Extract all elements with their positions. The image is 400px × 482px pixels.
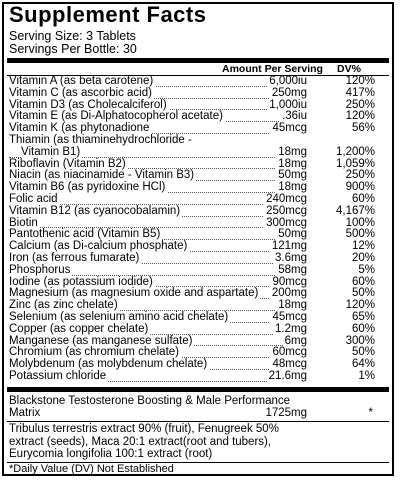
nutrient-name: Manganese (as manganese sulfate) — [9, 334, 193, 347]
matrix-block — [9, 395, 387, 419]
nutrient-dv: 120% — [345, 110, 375, 123]
nutrient-dv: 250% — [345, 169, 375, 182]
nutrient-name: Potassium chloride — [9, 370, 107, 382]
nutrient-name: Vitamin D3 (as Cholecalciferol) — [9, 98, 167, 111]
nutrient-row — [9, 371, 387, 383]
nutrient-name: Iron (as ferrous fumarate) — [9, 252, 140, 264]
nutrient-dv: 120% — [345, 299, 375, 312]
matrix-name-line1: Blackstone Testosterone Boosting & Male Performance — [9, 395, 291, 407]
nutrient-amount: 90mcg — [272, 275, 307, 288]
nutrient-name: Vitamin E (as Di-Alphatocopherol acetate) — [9, 110, 223, 123]
nutrient-amount: 121mg — [271, 240, 307, 253]
nutrient-row — [9, 88, 387, 100]
nutrient-amount: 18mg — [278, 181, 307, 194]
nutrient-name: Vitamin B1) — [21, 145, 81, 158]
nutrient-dv: 250% — [345, 98, 375, 111]
ingredients-line2: extract (seeds), Maca 20:1 extract(root and tubers), — [9, 435, 272, 448]
nutrient-amount: 50mg — [278, 228, 307, 241]
nutrient-dv: 60% — [351, 322, 375, 335]
nutrient-row — [9, 147, 387, 159]
nutrient-dv: 1,059% — [335, 157, 375, 170]
nutrient-dv: 1% — [358, 370, 375, 382]
nutrient-name: Zinc (as zinc chelate) — [9, 299, 118, 312]
nutrient-amount: 18mg — [278, 157, 307, 170]
nutrient-name: Iodine (as potassium iodide) — [9, 275, 153, 288]
nutrient-amount: 45mcg — [272, 122, 307, 135]
nutrient-amount: 21.6mg — [268, 370, 307, 382]
ingredients-block — [9, 423, 387, 461]
nutrient-row — [9, 206, 387, 218]
nutrient-amount: 200mg — [271, 287, 307, 300]
footnote: *Daily Value (DV) Not Established — [9, 463, 174, 475]
nutrient-dv: 5% — [358, 263, 375, 276]
panel-title: Supplement Facts — [9, 2, 207, 27]
nutrient-name: Vitamin B6 (as pyridoxine HCl) — [9, 181, 166, 194]
nutrient-name: Thiamin (as thiaminehydrochloride - — [9, 134, 192, 146]
nutrient-amount: 300mcg — [266, 216, 307, 229]
nutrient-dv: 50% — [351, 346, 375, 359]
nutrient-amount: 48mcg — [272, 358, 307, 371]
nutrient-amount: 250mg — [271, 86, 307, 99]
nutrient-amount: 240mcg — [266, 193, 307, 205]
nutrient-name: Riboflavin (Vitamin B2) — [9, 157, 126, 170]
nutrient-amount: 45mcg — [272, 311, 307, 323]
nutrient-amount: 6mg — [284, 334, 307, 347]
nutrient-amount: 1,000iu — [269, 98, 307, 111]
nutrient-row — [9, 182, 387, 194]
nutrient-name: Folic acid — [9, 193, 58, 205]
nutrient-amount: .36iu — [282, 110, 307, 123]
nutrient-name: Vitamin A (as beta carotene) — [9, 75, 154, 87]
nutrient-name: Selenium (as selenium amino acid chelate) — [9, 311, 229, 323]
nutrient-amount: 6,000iu — [269, 75, 307, 87]
nutrient-name: Calcium (as Di-calcium phosphate) — [9, 240, 188, 253]
ingredients-line1: Tribulus terrestris extract 90% (fruit), Fenugreek 50% — [9, 423, 279, 435]
nutrient-name: Phosphorus — [9, 263, 71, 276]
nutrient-row — [9, 324, 387, 336]
nutrient-dv: 500% — [345, 228, 375, 241]
matrix-thick-divider — [7, 387, 389, 392]
amount-per-serving-header: Amount Per Serving — [222, 63, 323, 75]
nutrient-dv: 60% — [351, 193, 375, 205]
nutrient-dv: 64% — [351, 358, 375, 371]
nutrient-name: Vitamin K (as phytonadione — [9, 122, 150, 135]
matrix-name-line2: Matrix — [9, 407, 41, 419]
nutrient-amount: 60mcg — [272, 346, 307, 359]
nutrient-dv: 100% — [345, 216, 375, 229]
nutrient-dv: 4,167% — [335, 204, 375, 217]
supplement-facts-panel — [2, 2, 394, 476]
nutrient-name: Pantothenic acid (Vitamin B5) — [9, 228, 161, 241]
top-thick-divider — [7, 58, 389, 63]
nutrient-dv: 50% — [351, 287, 375, 300]
nutrient-name: Molybdenum (as molybdenum chelate) — [9, 358, 208, 371]
ingredients-divider — [7, 421, 389, 422]
matrix-dv: * — [368, 407, 373, 419]
nutrient-amount: 3.6mg — [275, 252, 307, 264]
dv-header: DV% — [337, 63, 361, 75]
nutrient-dv: 900% — [345, 181, 375, 194]
nutrient-name: Chromium (as chromium chelate) — [9, 346, 179, 359]
nutrient-name: Copper (as copper chelate) — [9, 322, 149, 335]
nutrient-dv: 300% — [345, 334, 375, 347]
nutrient-dv: 1,200% — [335, 145, 375, 158]
nutrient-amount: 250mcg — [266, 204, 307, 217]
nutrient-dv: 60% — [351, 275, 375, 288]
ingredients-line3: Eurycomia longifolia 100:1 extract (root) — [9, 448, 213, 460]
nutrient-amount: 18mg — [278, 299, 307, 312]
nutrient-dv: 65% — [351, 311, 375, 323]
nutrient-dv: 56% — [351, 122, 375, 135]
nutrient-dv: 417% — [345, 86, 375, 99]
nutrient-dv: 12% — [351, 240, 375, 253]
nutrient-name: Vitamin B12 (as cyanocobalamin) — [9, 204, 181, 217]
servings-per-bottle: Servings Per Bottle: 30 — [9, 42, 137, 56]
nutrient-row — [9, 265, 387, 277]
nutrient-name: Niacin (as niacinamide - Vitamin B3) — [9, 169, 195, 182]
nutrient-amount: 18mg — [278, 145, 307, 158]
nutrient-name: Magnesium (as magnesium oxide and aspartate) — [9, 287, 259, 300]
nutrient-amount: 50mg — [278, 169, 307, 182]
matrix-amount: 1725mg — [265, 407, 307, 419]
serving-size: Serving Size: 3 Tablets — [9, 29, 136, 43]
nutrient-amount: 58mg — [278, 263, 307, 276]
nutrient-name: Vitamin C (as ascorbic acid) — [9, 86, 152, 99]
nutrient-name: Biotin — [9, 216, 38, 229]
nutrient-dv: 20% — [351, 252, 375, 264]
nutrient-amount: 1.2mg — [275, 322, 307, 335]
nutrient-dv: 120% — [345, 75, 375, 87]
